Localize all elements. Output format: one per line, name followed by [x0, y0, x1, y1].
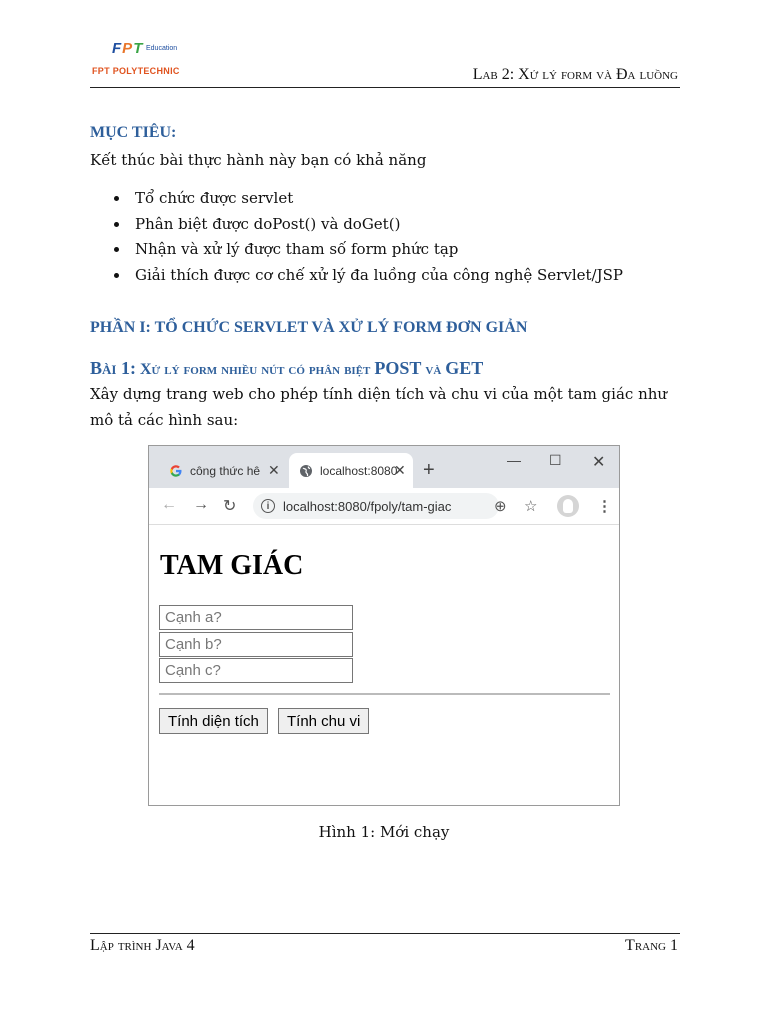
profile-avatar-icon[interactable] [557, 495, 579, 517]
list-item: Giải thích được cơ chế xử lý đa luồng của công nghệ Servlet/JSP [90, 263, 623, 289]
globe-icon [299, 464, 313, 478]
side-b-input[interactable] [159, 632, 353, 657]
perimeter-button[interactable]: Tính chu vi [278, 708, 369, 734]
header-divider [90, 87, 680, 88]
objective-intro: Kết thúc bài thực hành này bạn có khả năng [90, 151, 427, 169]
reload-icon[interactable]: ↻ [223, 498, 237, 515]
exercise-heading: Bài 1: Xử lý form nhiều nút có phân biệt POST và GET [90, 358, 484, 378]
maximize-icon[interactable]: ☐ [549, 452, 562, 468]
area-button[interactable]: Tính diện tích [159, 708, 268, 734]
side-a-input[interactable] [159, 605, 353, 630]
logo-fpt-text: FPT [112, 40, 144, 57]
footer-divider [90, 933, 680, 934]
address-bar[interactable] [253, 493, 499, 519]
header-title: Lab 2: Xử lý form và Đa luồng [472, 66, 678, 83]
tab-google-search[interactable] [159, 453, 287, 488]
list-item: Tổ chức được servlet [90, 186, 623, 212]
objective-list [90, 186, 623, 288]
close-icon[interactable]: ✕ [394, 462, 406, 478]
form-divider [159, 693, 610, 695]
list-item: Nhận và xử lý được tham số form phức tạp [90, 237, 623, 263]
url-text: localhost:8080/fpoly/tam-giac [283, 498, 452, 514]
tab-localhost[interactable] [289, 453, 413, 488]
star-icon[interactable]: ☆ [524, 498, 538, 515]
new-tab-icon[interactable]: + [423, 459, 435, 481]
zoom-icon[interactable]: ⊕ [494, 498, 507, 515]
tab-label: công thức hê [190, 463, 261, 478]
window-close-icon[interactable]: ✕ [592, 454, 606, 471]
page-title: TAM GIÁC [160, 550, 304, 581]
logo-education-text: Education [146, 45, 178, 52]
close-icon[interactable]: ✕ [268, 462, 280, 478]
info-icon[interactable]: i [261, 499, 275, 513]
exercise-description: Xây dựng trang web cho phép tính diện tích và chu vi của một tam giác như mô tả các hình sau: [90, 385, 668, 429]
browser-screenshot [148, 445, 620, 806]
tab-label: localhost:8080 [320, 463, 398, 478]
logo-polytechnic-text: FPT POLYTECHNIC [92, 66, 180, 76]
footer-page-number: Trang 1 [625, 937, 678, 954]
forward-icon[interactable]: → [193, 496, 209, 513]
footer-course: Lập trình Java 4 [90, 937, 195, 954]
minimize-icon[interactable]: — [507, 452, 521, 468]
fpt-logo [92, 40, 202, 80]
google-icon [169, 464, 183, 478]
objective-heading: MỤC TIÊU: [90, 124, 177, 141]
figure-caption: Hình 1: Mới chạy [318, 823, 450, 841]
part-heading: PHẦN I: TỔ CHỨC SERVLET VÀ XỬ LÝ FORM ĐƠN GIẢN [90, 319, 528, 336]
tab-bar [149, 446, 619, 488]
browser-toolbar [149, 488, 619, 525]
menu-dots-icon[interactable]: ⋮ [597, 498, 612, 515]
side-c-input[interactable] [159, 658, 353, 683]
back-icon[interactable]: ← [161, 496, 177, 513]
list-item: Phân biệt được doPost() và doGet() [90, 212, 623, 238]
